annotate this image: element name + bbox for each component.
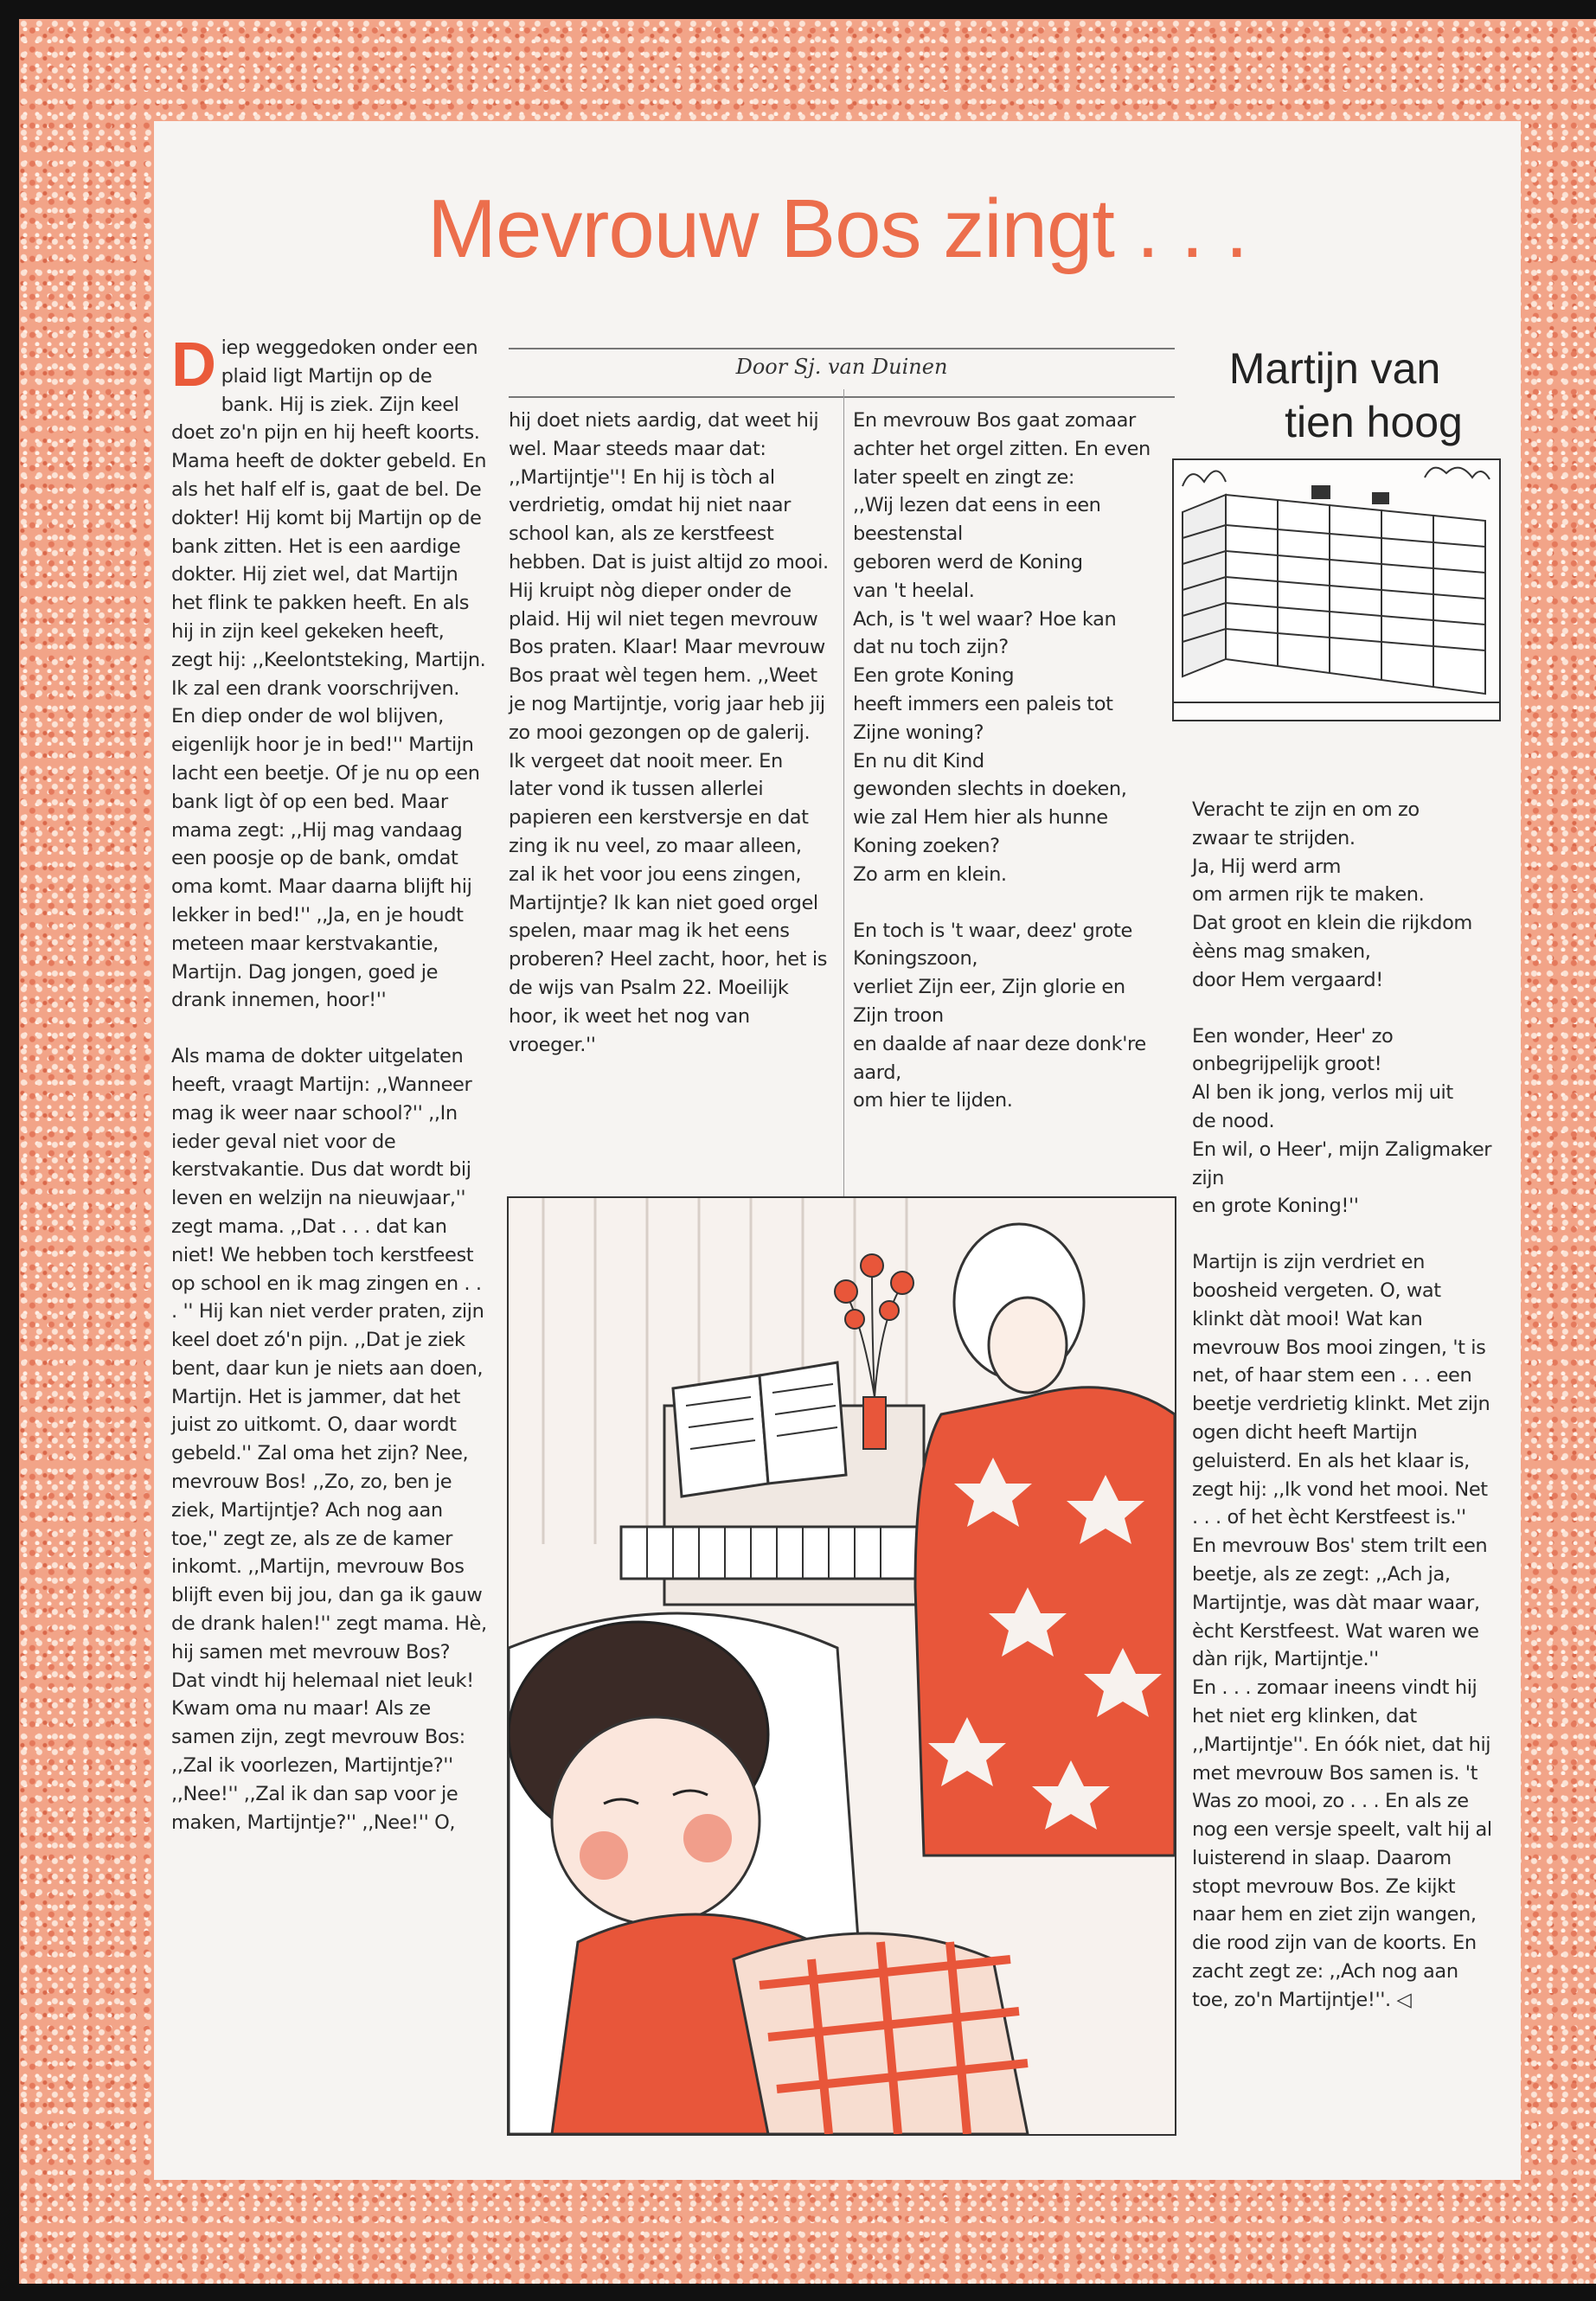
boy-and-organ-illustration: [507, 1196, 1176, 2136]
story-paragraph: Martijn is zijn verdriet en boosheid vergeten. O, wat klinkt dàt mooi! Wat kan mevrouw Bos mooi zingen, 't is net, of haar stem een . . . een beetje verdrietig klinkt. Met zijn ogen dicht heeft Martijn geluisterd. En als het klaar is, zegt hij: ,,Ik vond het mooi. Net . . . of het ècht Kerstfeest is.'' En mevrouw Bos' stem trilt een beetje, als ze zegt: ,,Ach ja, Martijntje, was dàt maar waar, ècht Kerstfeest. Wat waren we dàn rijk, Martijntje.'' En . . . zomaar ineens vindt hij het niet erg klinken, dat ,,Martijntje''. En óók niet, dat hij met mevrouw Bos samen is. 't Was zo mooi, zo . . . En als ze nog een versje speelt, valt hij al luisterend in slaap. Daarom stopt mevrouw Bos. Ze kijkt naar hem en ziet zijn wangen, die rood zijn van de koorts. En zacht zegt ze: ,,Ach nog aan toe, zo'n Martijntje!''. ◁: [1192, 1251, 1492, 2011]
apartment-building-illustration: [1172, 458, 1501, 721]
song-verse: ,,Wij lezen dat eens in een beestenstal geboren werd de Koning van 't heelal. Ach, is 't wel waar? Hoe kan dat nu toch zijn? Een grote Koning heeft immers een paleis tot Zijne woning? En nu dit Kind gewonden slechts in doeken, wie zal Hem hier als hunne Koning zoeken? Zo arm en klein.: [853, 494, 1127, 886]
story-paragraph: iep weggedoken onder een plaid ligt Martijn op de bank. Hij is ziek. Zijn keel doet zo'n pijn en hij heeft koorts. Mama heeft de dokter gebeld. En als het half elf is, gaat de bel. De dokter! Hij komt bij Martijn op de bank zitten. Het is een aardige dokter. Hij ziet wel, dat Martijn het flink te pakken heeft. En als hij in zijn keel gekeken heeft, zegt hij: ,,Keelontsteking, Martijn. Ik zal een drank voorschrijven. En diep onder de wol blijven, eigenlijk hoor je in bed!'' Martijn lacht een beetje. Of je nu op een bank ligt òf op een bed. Maar mama zegt: ,,Hij mag vandaag een poosje op de bank, omdat oma komt. Maar daarna blijft hij lekker in bed!'' ,,Ja, en je houdt meteen maar kerstvakantie, Martijn. Dag jongen, goed je drank innemen, hoor!'': [171, 336, 487, 1012]
story-column-1: [171, 330, 487, 1836]
page-title: Mevrouw Bos zingt . . .: [426, 183, 1247, 275]
story-column-3: [853, 407, 1169, 1115]
song-verse: Veracht te zijn en om zo zwaar te strijden. Ja, Hij werd arm om armen rijk te maken. Dat groot en klein die rijkdom èèns mag smaken, door Hem vergaard!: [1192, 798, 1472, 991]
magazine-page: [154, 121, 1521, 2180]
story-column-4: [1192, 796, 1495, 2015]
song-verse: En toch is 't waar, deez' grote Koningszoon, verliet Zijn eer, Zijn glorie en Zijn troon en daalde af naar deze donk're aard, om hier te lijden.: [853, 919, 1146, 1112]
column-divider: [843, 389, 844, 1272]
drop-cap: D: [171, 330, 216, 400]
story-paragraph: En mevrouw Bos gaat zomaar achter het orgel zitten. En even later speelt en zingt ze:: [853, 409, 1151, 489]
byline: Door Sj. van Duinen: [735, 355, 948, 379]
story-paragraph: Als mama de dokter uitgelaten heeft, vraagt Martijn: ,,Wanneer mag ik weer naar school?'' ,,In ieder geval niet voor de kerstvakantie. Dus dat wordt bij leven en welzijn na nieuwjaar,'' zegt mama. ,,Dat . . . dat kan niet! We hebben toch kerstfeest op school en ik mag zingen en . . . '' Hij kan niet verder praten, zijn keel doet zó'n pijn. ,,Dat je ziek bent, daar kun je niets aan doen, Martijn. Het is jammer, dat het juist zo uitkomt. O, daar wordt gebeld.'' Zal oma het zijn? Nee, mevrouw Bos! ,,Zo, zo, ben je ziek, Martijntje? Ach nog aan toe,'' zegt ze, als ze de kamer inkomt. ,,Martijn, mevrouw Bos blijft even bij jou, dan ga ik gauw de drank halen!'' zegt mama. Hè, hij samen met mevrouw Bos? Dat vindt hij helemaal niet leuk! Kwam oma nu maar! Als ze samen zijn, zegt mevrouw Bos: ,,Zal ik voorlezen, Martijntje?'' ,,Nee!'' ,,Zal ik dan sap voor je maken, Martijntje?'' ,,Nee!'' O,: [171, 1045, 487, 1834]
story-paragraph: hij doet niets aardig, dat weet hij wel. Maar steeds maar dat: ,,Martijntje''! En hij is tòch al verdrietig, omdat hij niet naar school kan, als ze kerstfeest hebben. Dat is juist altijd zo mooi. Hij kruipt nòg dieper onder de plaid. Hij wil niet tegen mevrouw Bos praten. Klaar! Maar mevrouw Bos praat wèl tegen hem. ,,Weet je nog Martijntje, vorig jaar heb jij zo mooi gezongen op de galerij. Ik vergeet dat nooit meer. En later vond ik tussen allerlei papieren een kerstversje en dat zing ik nu veel, zo maar alleen, zal ik het voor jou eens zingen, Martijntje? Ik kan niet goed orgel spelen, maar mag ik het eens proberen? Heel zacht, hoor, het is de wijs van Psalm 22. Moeilijk hoor, ik weet het nog van vroeger.'': [509, 409, 829, 1056]
sidebar-title: Martijn van tien hoog: [1228, 344, 1463, 446]
byline-top-rule: [509, 348, 1175, 349]
byline-bottom-rule: [509, 396, 1175, 398]
story-column-2: [509, 407, 829, 1059]
song-verse: Een wonder, Heer' zo onbegrijpelijk groot! Al ben ik jong, verlos mij uit de nood. En wil, o Heer', mijn Zaligmaker zijn en grote Koning!'': [1192, 1024, 1492, 1218]
